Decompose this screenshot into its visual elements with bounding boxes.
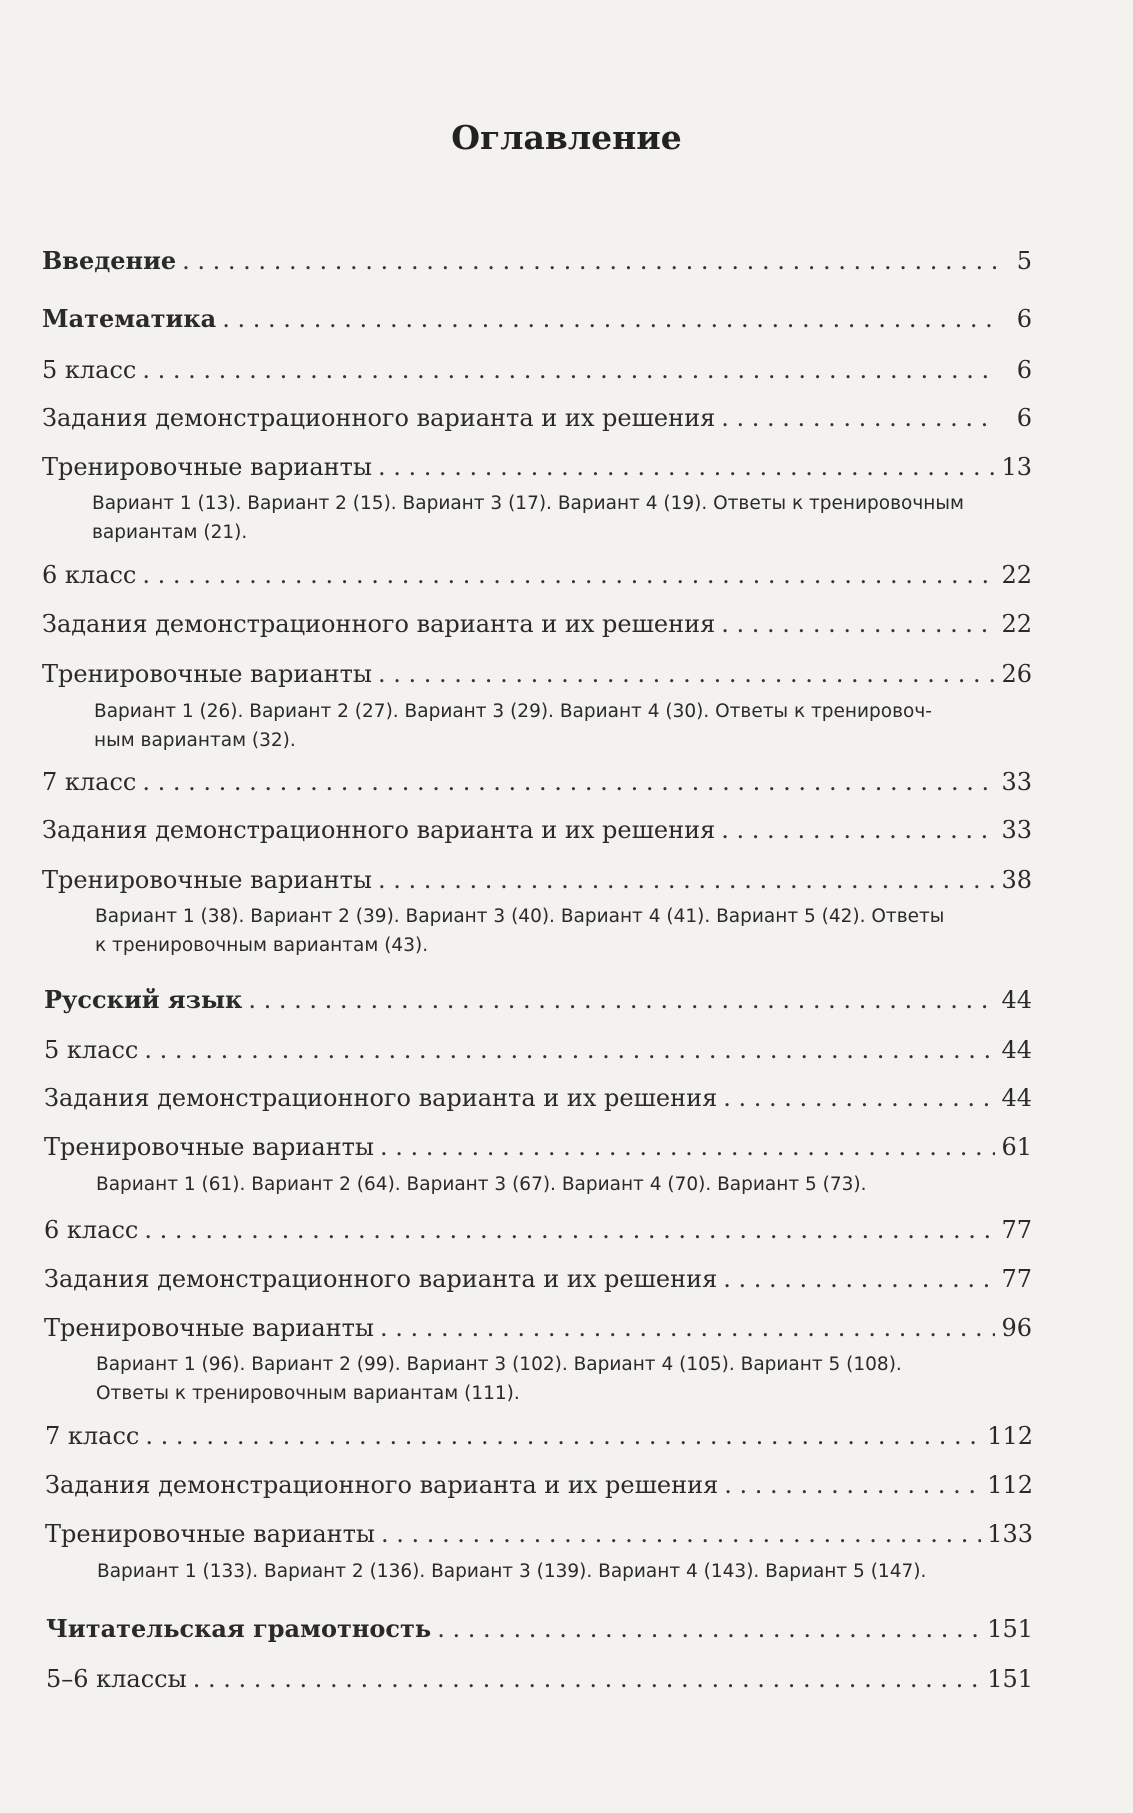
toc-leader-dots: [378, 452, 995, 482]
toc-entry-label: Введение: [42, 246, 177, 275]
toc-entry-page: 61: [1001, 1133, 1032, 1161]
toc-entry-label: 6 класс: [44, 1216, 139, 1244]
toc-entry-label: Задания демонстрационного варианта и их решения: [44, 1265, 718, 1293]
toc-entry-page: 33: [1001, 816, 1032, 844]
toc-entry-page: 26: [1001, 660, 1032, 688]
toc-entry[interactable]: [42, 355, 1032, 385]
variant-note: [94, 697, 932, 755]
toc-entry-label: Задания демонстрационного варианта и их решения: [45, 1471, 719, 1499]
toc-leader-dots: [723, 1264, 995, 1294]
toc-entry[interactable]: [45, 1470, 1033, 1500]
toc-entry[interactable]: [46, 1664, 1033, 1694]
toc-entry-page: 6: [1016, 356, 1032, 384]
toc-entry-page: 6: [1016, 305, 1032, 333]
toc-entry-page: 77: [1001, 1216, 1032, 1244]
toc-entry-page: 112: [987, 1422, 1033, 1450]
variant-note-line: Вариант 1 (133). Вариант 2 (136). Вариант 3 (139). Вариант 4 (143). Вариант 5 (147).: [97, 1561, 927, 1582]
variant-note-line: Вариант 1 (13). Вариант 2 (15). Вариант 3 (17). Вариант 4 (19). Ответы к тренировочным: [92, 493, 964, 514]
toc-entry-page: 77: [1001, 1265, 1032, 1293]
toc-entry-page: 96: [1001, 1314, 1032, 1342]
toc-leader-dots: [381, 1519, 981, 1549]
toc-leader-dots: [144, 1035, 995, 1065]
toc-entry-page: 5: [1016, 247, 1032, 275]
variant-note-line: Вариант 1 (96). Вариант 2 (99). Вариант 3 (102). Вариант 4 (105). Вариант 5 (108).: [96, 1354, 902, 1375]
variant-note: [95, 902, 944, 960]
toc-entry-page: 33: [1001, 768, 1032, 796]
toc-entry[interactable]: [42, 815, 1032, 845]
variant-note-line: Вариант 1 (26). Вариант 2 (27). Вариант 3 (29). Вариант 4 (30). Ответы к тренировоч-: [94, 701, 932, 722]
variant-note: [97, 1557, 926, 1586]
variant-note-line: вариантам (21).: [92, 522, 248, 543]
toc-leader-dots: [723, 1083, 995, 1113]
toc-leader-dots: [721, 609, 995, 639]
page-title: Оглавление: [451, 118, 682, 157]
toc-entry[interactable]: [44, 1215, 1032, 1245]
toc-entry-label: Задания демонстрационного варианта и их решения: [42, 610, 716, 638]
toc-entry-label: Тренировочные варианты: [45, 1520, 375, 1548]
variant-note-line: ным вариантам (32).: [94, 730, 296, 751]
variant-note-line: Вариант 1 (38). Вариант 2 (39). Вариант 3 (40). Вариант 4 (41). Вариант 5 (42). Ответы: [95, 906, 945, 927]
toc-entry-label: Тренировочные варианты: [42, 453, 372, 481]
toc-leader-dots: [721, 403, 996, 433]
toc-leader-dots: [193, 1664, 981, 1694]
toc-entry[interactable]: [45, 1519, 1033, 1549]
toc-entry-page: 44: [1001, 986, 1032, 1014]
toc-leader-dots: [378, 659, 995, 689]
toc-entry-label: 5–6 классы: [46, 1665, 187, 1693]
toc-entry-label: 7 класс: [42, 768, 137, 796]
toc-leader-dots: [222, 304, 996, 334]
toc-entry-page: 22: [1001, 610, 1032, 638]
toc-entry[interactable]: [44, 985, 1032, 1015]
toc-leader-dots: [145, 1421, 981, 1451]
toc-entry-label: Тренировочные варианты: [44, 1133, 374, 1161]
toc-entry-page: 38: [1001, 866, 1032, 894]
variant-note: [96, 1350, 902, 1408]
toc-leader-dots: [380, 1313, 995, 1343]
toc-entry-page: 151: [987, 1615, 1033, 1643]
toc-leader-dots: [724, 1470, 981, 1500]
toc-entry-page: 44: [1001, 1036, 1032, 1064]
toc-entry-page: 44: [1001, 1084, 1032, 1112]
toc-entry-label: Тренировочные варианты: [42, 866, 372, 894]
toc-entry[interactable]: [44, 1132, 1032, 1162]
toc-leader-dots: [721, 815, 995, 845]
toc-entry-label: 6 класс: [42, 561, 137, 589]
toc-entry[interactable]: [42, 560, 1032, 590]
toc-entry-page: 112: [987, 1471, 1033, 1499]
toc-entry-page: 22: [1001, 561, 1032, 589]
variant-note-line: к тренировочным вариантам (43).: [95, 935, 429, 956]
toc-entry[interactable]: [42, 452, 1032, 482]
toc-entry[interactable]: [45, 1421, 1033, 1451]
toc-entry-page: 151: [987, 1665, 1033, 1693]
toc-entry-label: 7 класс: [45, 1422, 140, 1450]
toc-entry[interactable]: [42, 609, 1032, 639]
toc-entry[interactable]: [42, 865, 1032, 895]
toc-entry[interactable]: [42, 659, 1032, 689]
toc-leader-dots: [142, 560, 995, 590]
toc-entry-label: Математика: [42, 304, 217, 333]
toc-entry-label: 5 класс: [42, 356, 137, 384]
toc-entry-page: 13: [1001, 453, 1032, 481]
toc-entry[interactable]: [44, 1035, 1032, 1065]
toc-leader-dots: [248, 985, 995, 1015]
toc-entry-label: Тренировочные варианты: [44, 1314, 374, 1342]
toc-entry[interactable]: [44, 1264, 1032, 1294]
toc-entry[interactable]: [42, 403, 1032, 433]
toc-leader-dots: [182, 246, 996, 276]
toc-entry-label: Задания демонстрационного варианта и их решения: [42, 816, 716, 844]
toc-leader-dots: [437, 1614, 981, 1644]
toc-entry-label: 5 класс: [44, 1036, 139, 1064]
toc-entry-label: Задания демонстрационного варианта и их решения: [42, 404, 716, 432]
toc-entry-label: Читательская грамотность: [46, 1614, 432, 1643]
toc-entry-page: 6: [1016, 404, 1032, 432]
variant-note-line: Ответы к тренировочным вариантам (111).: [96, 1383, 520, 1404]
toc-leader-dots: [378, 865, 995, 895]
toc-entry-page: 133: [987, 1520, 1033, 1548]
toc-entry-label: Русский язык: [44, 985, 243, 1014]
variant-note: [96, 1170, 866, 1199]
toc-entry-label: Тренировочные варианты: [42, 660, 372, 688]
toc-entry[interactable]: [46, 1614, 1033, 1644]
toc-entry[interactable]: [42, 246, 1032, 276]
toc-leader-dots: [142, 767, 995, 797]
toc-entry[interactable]: [42, 304, 1032, 334]
toc-entry[interactable]: [42, 767, 1032, 797]
variant-note-line: Вариант 1 (61). Вариант 2 (64). Вариант 3 (67). Вариант 4 (70). Вариант 5 (73).: [96, 1174, 867, 1195]
toc-leader-dots: [142, 355, 996, 385]
toc-entry[interactable]: [44, 1313, 1032, 1343]
variant-note: [92, 489, 964, 547]
toc-entry[interactable]: [44, 1083, 1032, 1113]
toc-leader-dots: [144, 1215, 995, 1245]
toc-entry-label: Задания демонстрационного варианта и их решения: [44, 1084, 718, 1112]
toc-leader-dots: [380, 1132, 995, 1162]
